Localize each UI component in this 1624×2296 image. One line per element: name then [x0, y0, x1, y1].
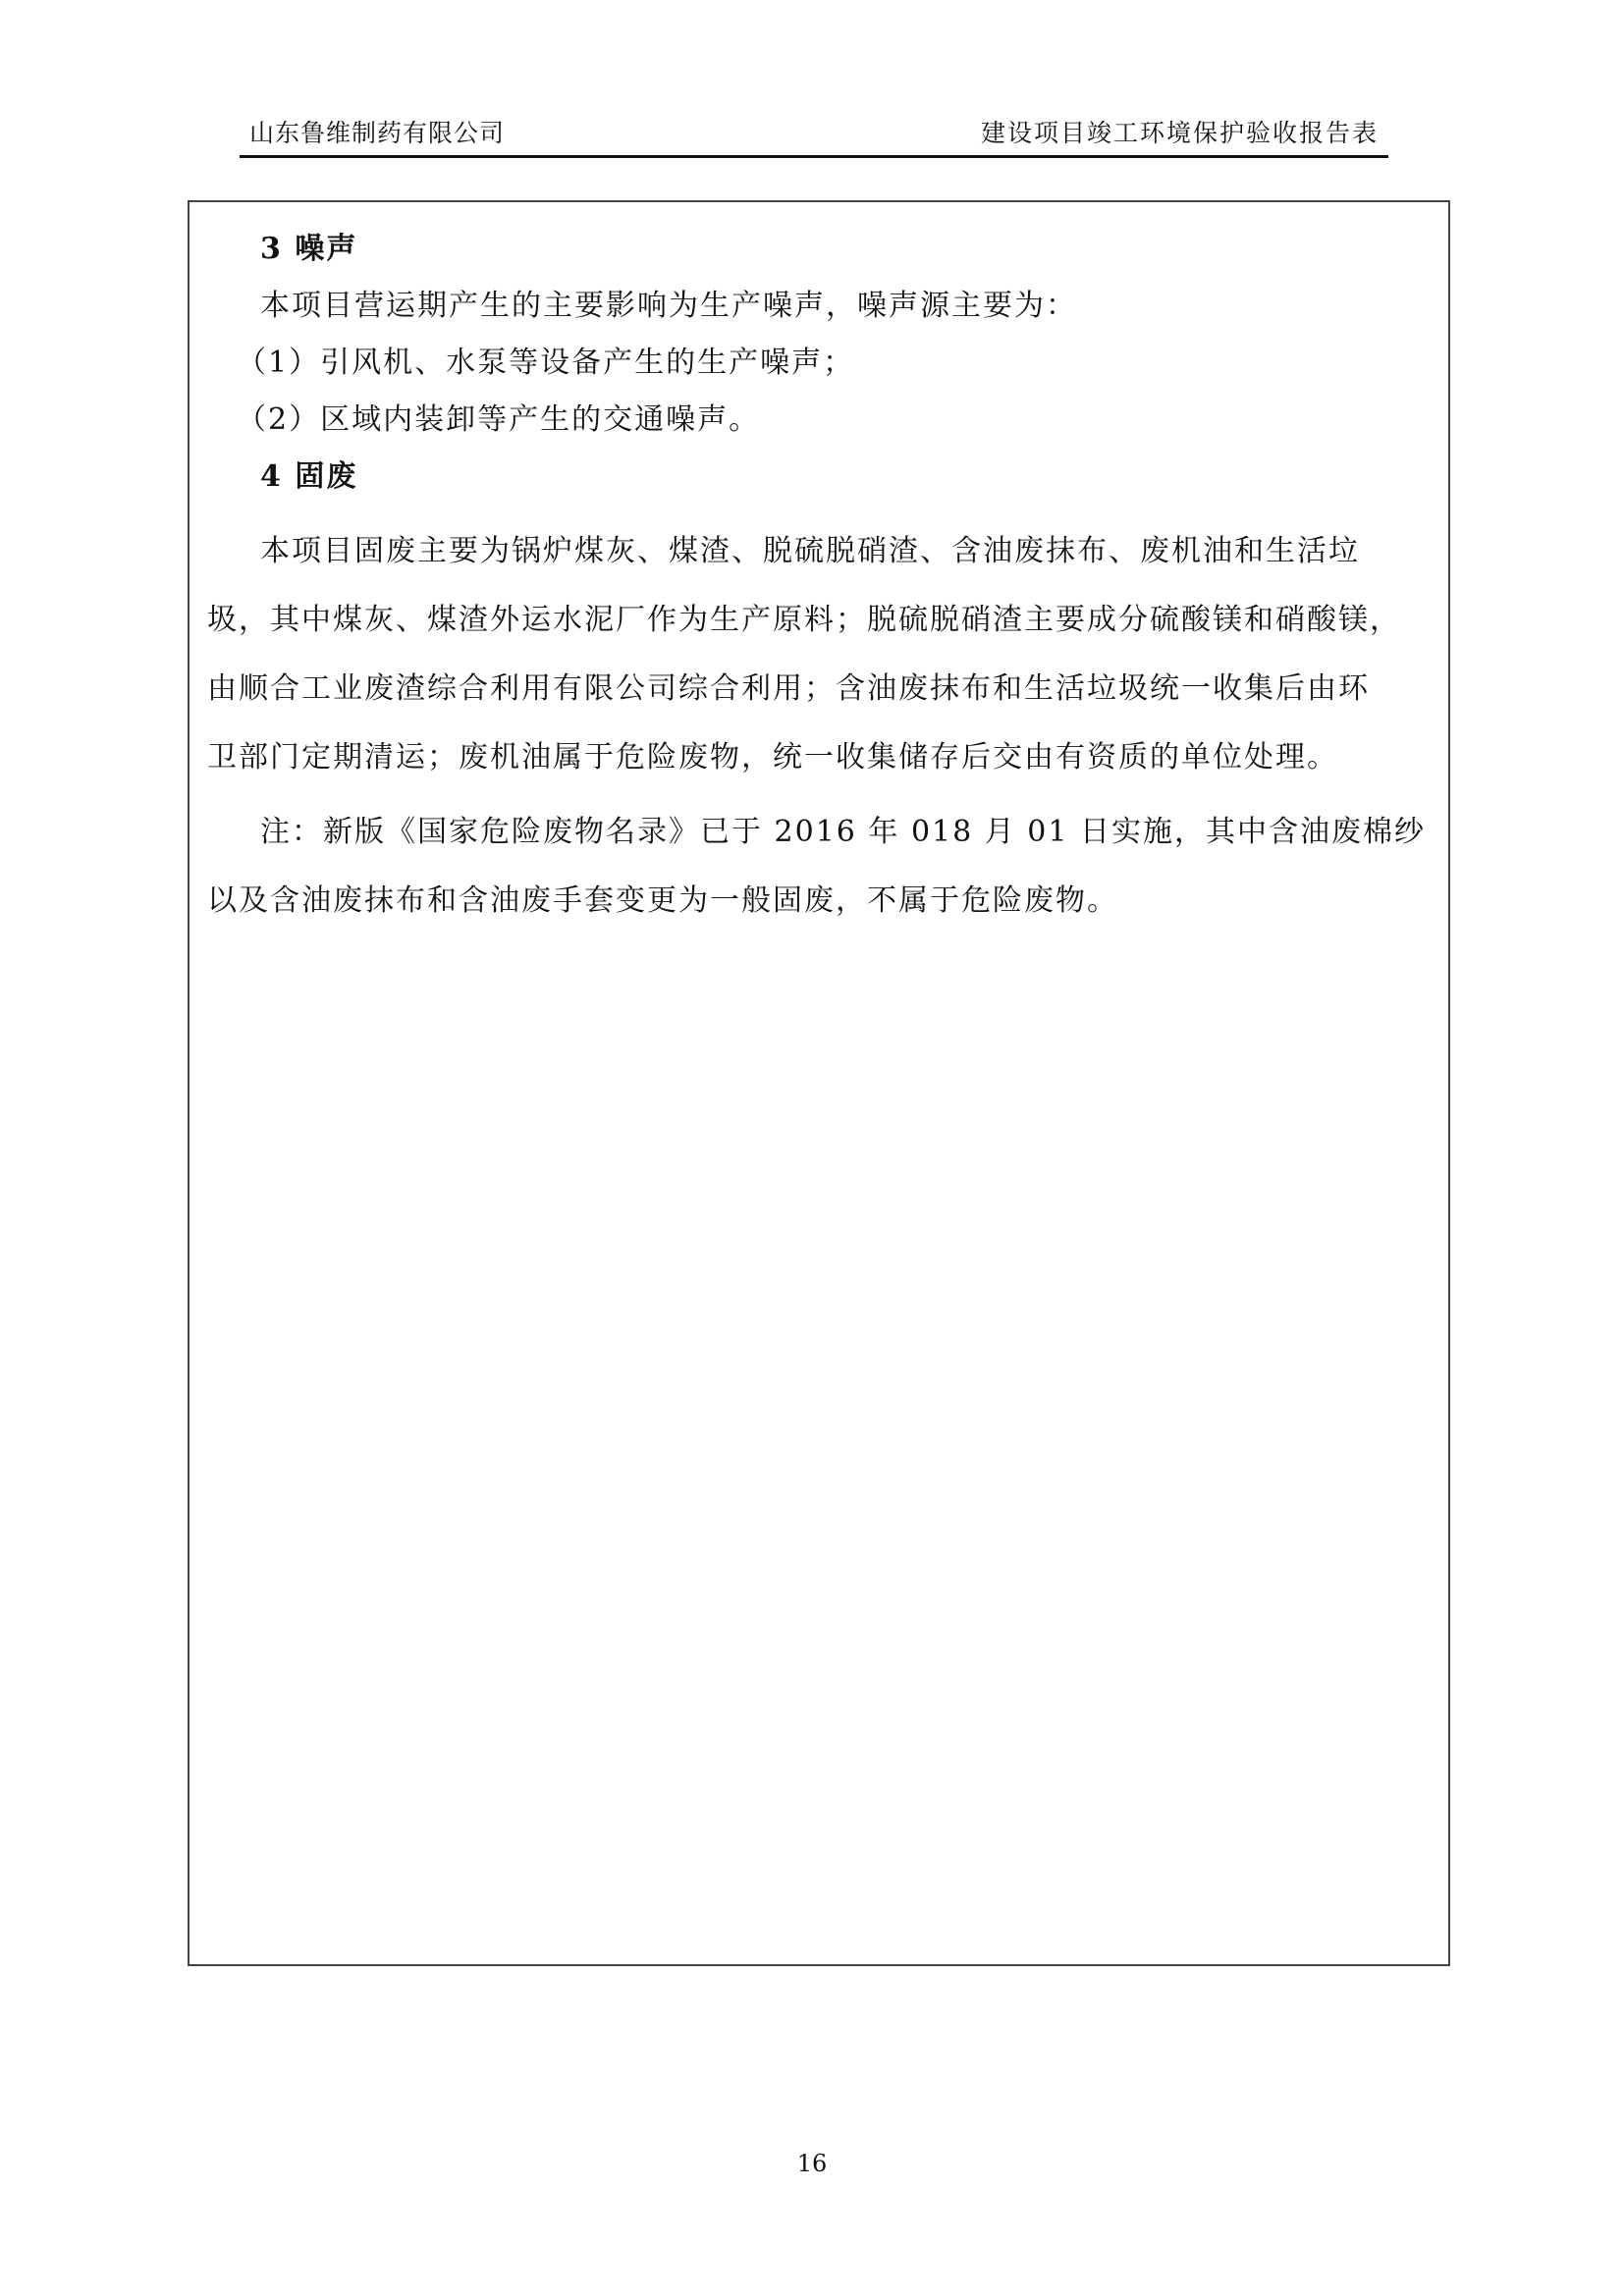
- solid-waste-paragraph-line: 圾，其中煤灰、煤渣外运水泥厂作为生产原料；脱硫脱硝渣主要成分硫酸镁和硝酸镁，: [207, 603, 1401, 637]
- page-number: 16: [796, 2150, 828, 2177]
- content-table-cell: [188, 200, 1450, 1966]
- report-title: 建设项目竣工环境保护验收报告表: [980, 119, 1379, 147]
- noise-intro: 本项目营运期产生的主要影响为生产噪声，噪声源主要为：: [260, 289, 1077, 323]
- section-heading-solid-waste: 4 固废: [260, 459, 358, 494]
- solid-waste-paragraph-line: 由顺合工业废渣综合利用有限公司综合利用；含油废抹布和生活垃圾统一收集后由环: [207, 671, 1370, 706]
- noise-item-1: （1）引风机、水泵等设备产生的生产噪声；: [237, 346, 855, 380]
- solid-waste-paragraph-line: 本项目固废主要为锅炉煤灰、煤渣、脱硫脱硝渣、含油废抹布、废机油和生活垃: [260, 534, 1360, 568]
- solid-waste-paragraph-line: 卫部门定期清运；废机油属于危险废物，统一收集储存后交由有资质的单位处理。: [207, 740, 1338, 774]
- note-line: 注：新版《国家危险废物名录》已于 2016 年 018 月 01 日实施，其中含油废棉纱: [260, 815, 1426, 849]
- noise-item-2: （2）区域内装卸等产生的交通噪声。: [237, 402, 761, 437]
- note-line: 以及含油废抹布和含油废手套变更为一般固废，不属于危险废物。: [207, 883, 1118, 918]
- header-divider: [240, 155, 1388, 158]
- company-name: 山东鲁维制药有限公司: [249, 119, 506, 147]
- section-heading-noise: 3 噪声: [260, 232, 358, 266]
- page-header: [240, 114, 1388, 153]
